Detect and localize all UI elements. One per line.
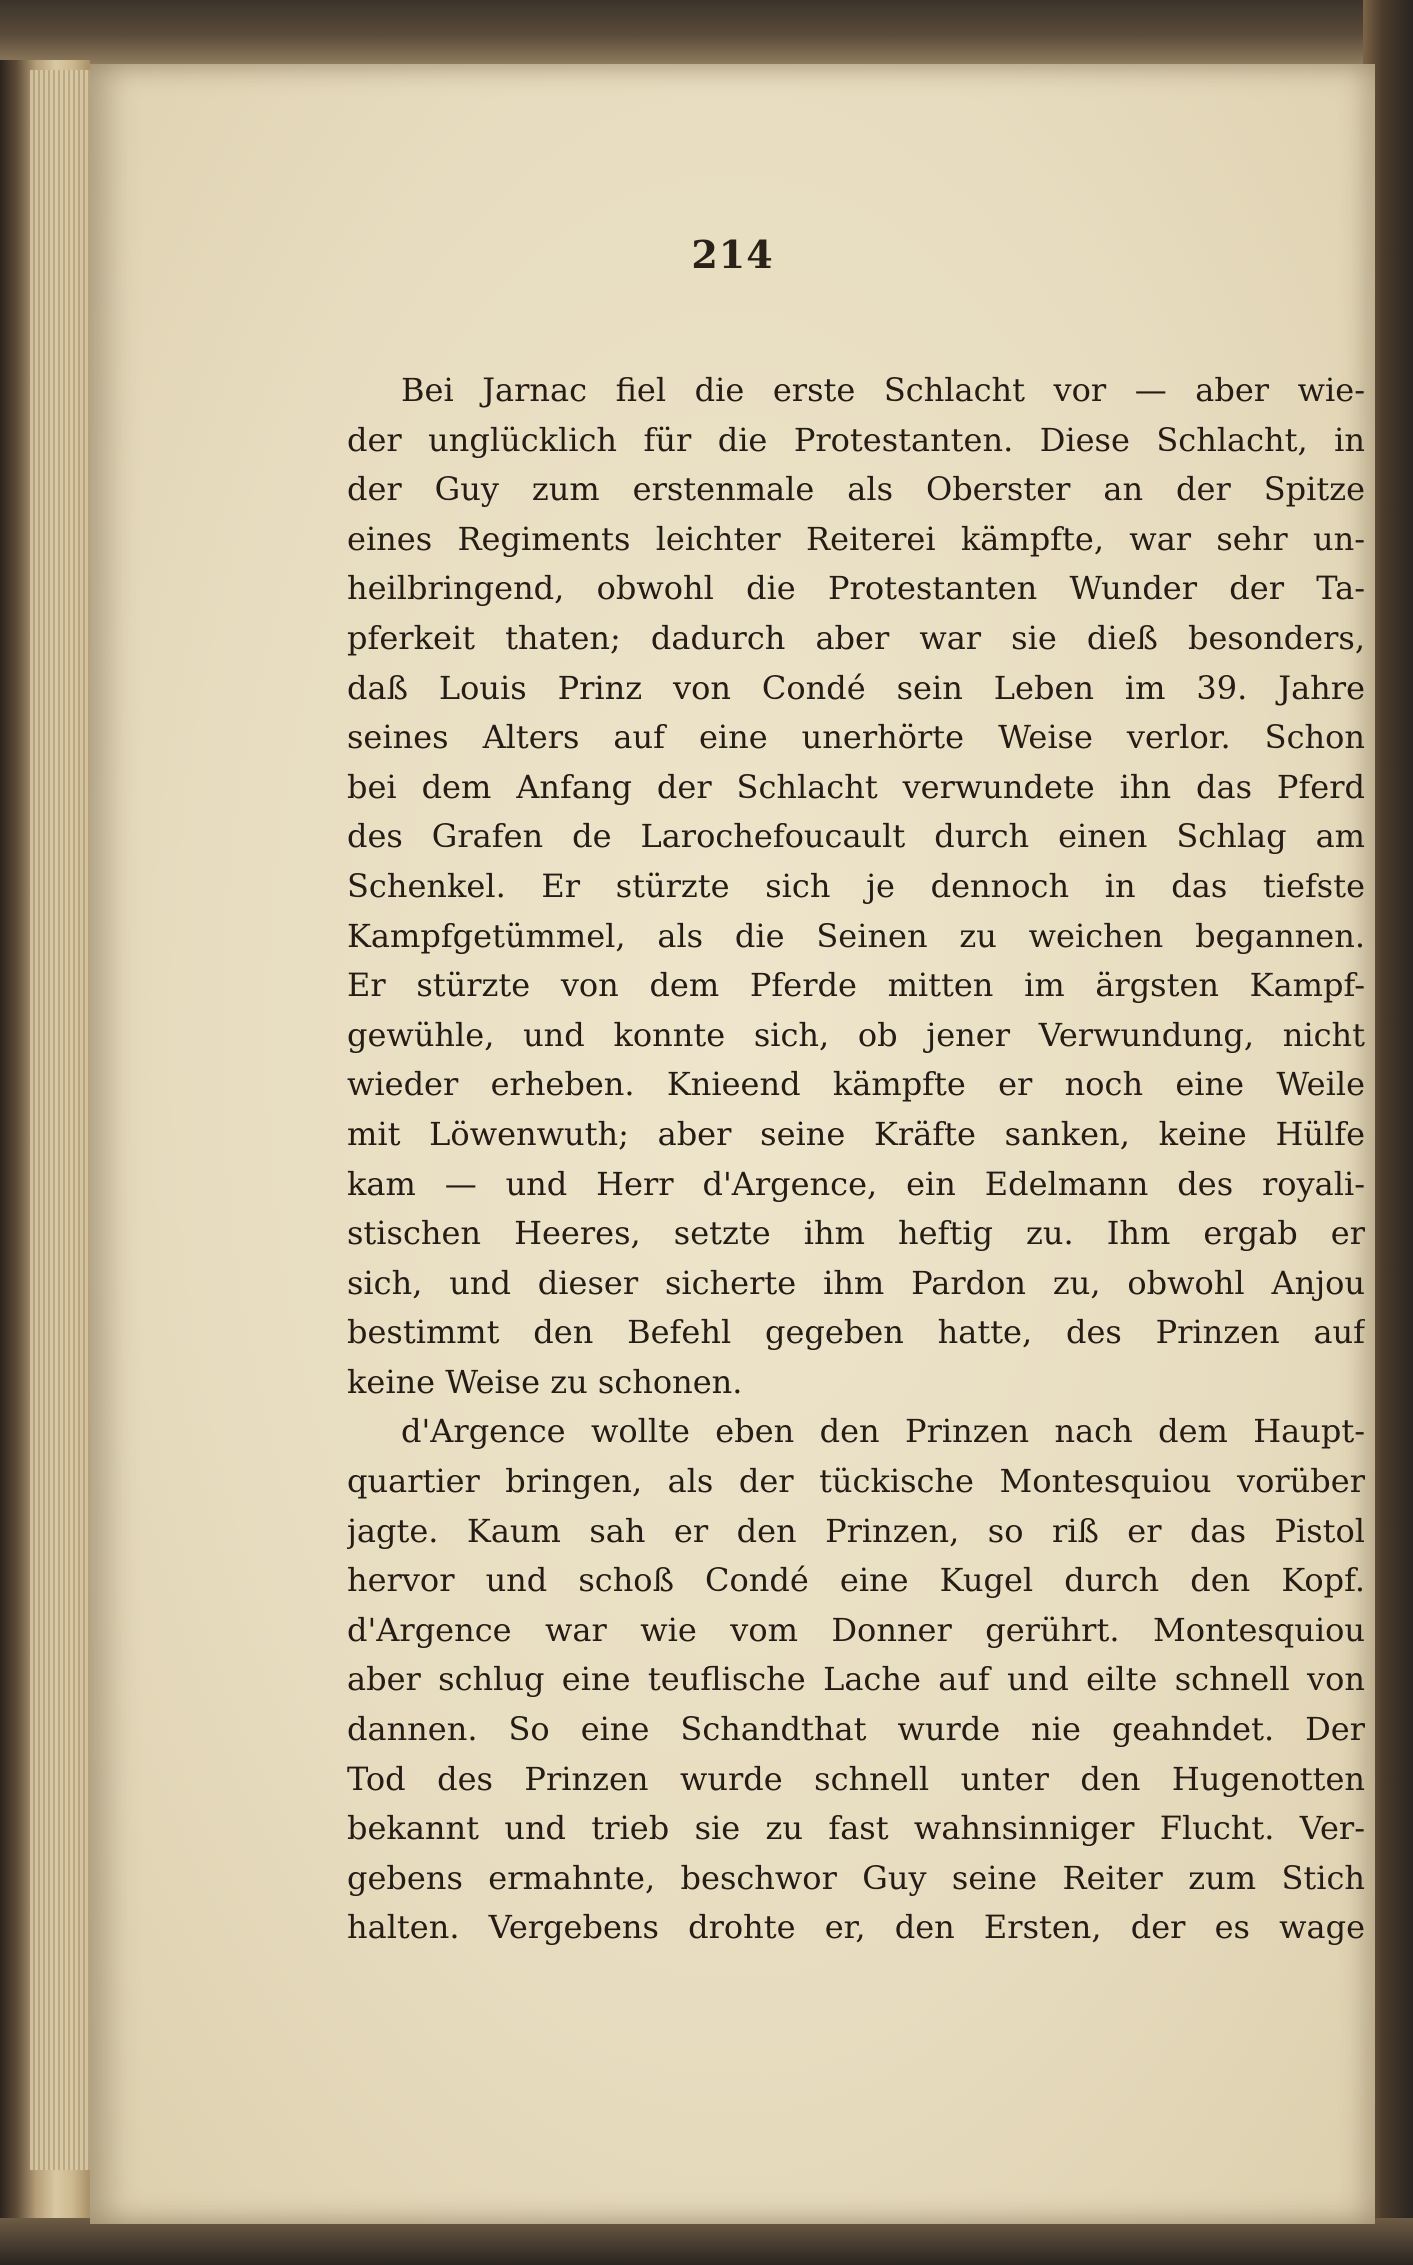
scan-background-bottom [0, 2218, 1413, 2265]
text-line: sich, und dieser sicherte ihm Pardon zu, obwohl Anjou [347, 1263, 1365, 1302]
text-line: halten. Vergebens drohte er, den Ersten, der es wage [347, 1908, 1365, 1947]
text-line: eines Regiments leichter Reiterei kämpfte, war sehr un- [347, 519, 1365, 558]
body-text [347, 366, 1365, 1953]
text-line: dannen. So eine Schandthat wurde nie geahndet. Der [347, 1710, 1365, 1749]
text-line: Er stürzte von dem Pferde mitten im ärgsten Kampf- [347, 966, 1365, 1005]
text-line: Schenkel. Er stürzte sich je dennoch in das tiefste [347, 866, 1365, 905]
text-line: heilbringend, obwohl die Protestanten Wunder der Ta- [347, 569, 1365, 608]
text-line: quartier bringen, als der tückische Montesquiou vorüber [347, 1462, 1365, 1501]
text-line: bestimmt den Befehl gegeben hatte, des Prinzen auf [347, 1313, 1365, 1352]
text-line: der Guy zum erstenmale als Oberster an der Spitze [347, 470, 1365, 509]
book-page [90, 64, 1375, 2224]
text-line: hervor und schoß Condé eine Kugel durch den Kopf. [347, 1561, 1365, 1600]
paragraph-2 [347, 1407, 1365, 1953]
text-line: gewühle, und konnte sich, ob jener Verwundung, nicht [347, 1015, 1365, 1054]
text-line: der unglücklich für die Protestanten. Diese Schlacht, in [347, 420, 1365, 459]
paragraph-1 [347, 366, 1365, 1407]
scan-background-top [0, 0, 1413, 64]
text-line: d'Argence war wie vom Donner gerührt. Montesquiou [347, 1610, 1365, 1649]
text-line: aber schlug eine teuflische Lache auf und eilte schnell von [347, 1660, 1365, 1699]
text-line: jagte. Kaum sah er den Prinzen, so riß er das Pistol [347, 1511, 1365, 1550]
text-line: keine Weise zu schonen. [347, 1362, 743, 1401]
text-line: wieder erheben. Knieend kämpfte er noch eine Weile [347, 1065, 1365, 1104]
text-line: bei dem Anfang der Schlacht verwundete ihn das Pferd [347, 767, 1365, 806]
text-line: bekannt und trieb sie zu fast wahnsinniger Flucht. Ver- [347, 1809, 1365, 1848]
text-line: daß Louis Prinz von Condé sein Leben im 39. Jahre [347, 668, 1365, 707]
text-line: des Grafen de Larochefoucault durch einen Schlag am [347, 817, 1365, 856]
text-line: seines Alters auf eine unerhörte Weise verlor. Schon [347, 718, 1365, 757]
text-line: Tod des Prinzen wurde schnell unter den Hugenotten [347, 1759, 1365, 1798]
text-line: Bei Jarnac fiel die erste Schlacht vor — aber wie- [401, 371, 1365, 409]
text-line: Kampfgetümmel, als die Seinen zu weichen begannen. [347, 916, 1365, 955]
text-line: gebens ermahnte, beschwor Guy seine Reiter zum Stich [347, 1858, 1365, 1897]
text-line: kam — und Herr d'Argence, ein Edelmann des royali- [347, 1164, 1365, 1203]
page-number: 214 [691, 232, 774, 277]
text-line: stischen Heeres, setzte ihm heftig zu. Ihm ergab er [347, 1214, 1365, 1253]
text-line: pferkeit thaten; dadurch aber war sie dieß besonders, [347, 618, 1365, 657]
text-line: mit Löwenwuth; aber seine Kräfte sanken, keine Hülfe [347, 1114, 1365, 1153]
text-line: d'Argence wollte eben den Prinzen nach dem Haupt- [401, 1412, 1365, 1451]
